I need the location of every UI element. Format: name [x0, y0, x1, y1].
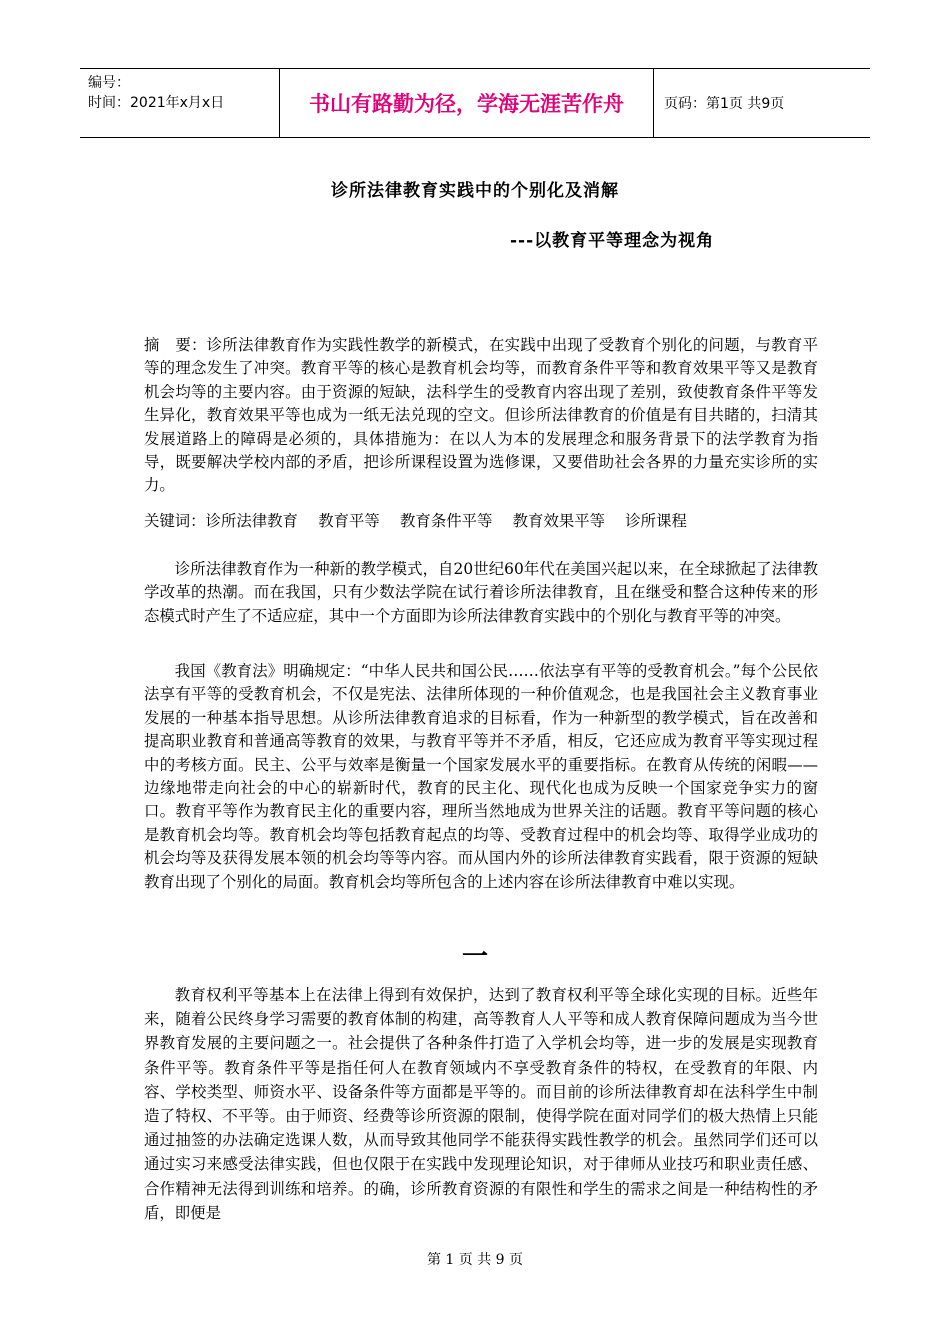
document-title: 诊所法律教育实践中的个别化及消解 — [331, 181, 619, 201]
document-date: 时间：2021年x月x日 — [88, 95, 225, 111]
header-motto: 书山有路勤为径，学海无涯苦作舟 — [280, 69, 654, 137]
body-paragraph-3: 教育权利平等基本上在法律上得到有效保护，达到了教育权利平等全球化实现的目标。近些年来，随着公民终身学习需要的教育体制的构建，高等教育人人平等和成人教育保障问题成为当今世界教育发展的主要问题之一。社会提供了各种条件打造了入学机会均等，进一步的发展是实现教育条件平等。教育条件平等是指任何人在教育领域内不享受教育条件的特权，在受教育的年限、内容、学校类型、师资水平、设备条件等方面都是平等的。而目前的诊所法律教育却在法科学生中制造了特权、不平等。由于师资、经费等诊所资源的限制，使得学院在面对同学们的极大热情上只能通过抽签的办法确定选课人数，从而导致其他同学不能获得实践性教学的机会。虽然同学们还可以通过实习来感受法律实践，但也仅限于在实践中发现理论知识，对于律师从业技巧和职业责任感、合作精神无法得到训练和培养。的确，诊所教育资源的有限性和学生的需求之间是一种结构性的矛盾，即便是 — [144, 986, 818, 1222]
header-meta-cell — [80, 69, 280, 137]
body-paragraph-1: 诊所法律教育作为一种新的教学模式，自20世纪60年代在美国兴起以来，在全球掀起了法律教学改革的热潮。而在我国，只有少数法学院在试行着诊所法律教育，且在继受和整合这种传来的形态模式时产生了不适应症，其中一个方面即为诊所法律教育实践中的个别化与教育平等的冲突。 — [144, 560, 818, 625]
page-footer: 第 1 页 共 9 页 — [426, 1252, 524, 1268]
header-page-code: 页码：第1页 共9页 — [664, 96, 785, 112]
document-number-label: 编号： — [88, 75, 130, 91]
document-subtitle: ---以教育平等理念为视角 — [510, 231, 715, 251]
body-paragraph-2: 我国《教育法》明确规定：“中华人民共和国公民……依法享有平等的受教育机会。”每个公民依法享有平等的受教育机会，不仅是宪法、法律所体现的一种价值观念，也是我国社会主义教育事业发展的一种基本指导思想。从诊所法律教育追求的目标看，作为一种新型的教学模式，旨在改善和提高职业教育和普通高等教育的效果，与教育平等并不矛盾，相反，它还应成为教育平等实现过程中的考核方面。民主、公平与效率是衡量一个国家发展水平的重要指标。在教育从传统的闲暇——边缘地带走向社会的中心的崭新时代，教育的民主化、现代化也成为反映一个国家竞争实力的窗口。教育平等作为教育民主化的重要内容，理所当然地成为世界关注的话题。教育平等问题的核心是教育机会均等。教育机会均等包括教育起点的均等、受教育过程中的机会均等、取得学业成功的机会均等及获得发展本领的机会均等等内容。而从国内外的诊所法律教育实践看，限于资源的短缺教育出现了个别化的局面。教育机会均等所包含的上述内容在诊所法律教育中难以实现。 — [144, 662, 818, 891]
abstract-paragraph: 摘 要：诊所法律教育作为实践性教学的新模式，在实践中出现了受教育个别化的问题，与教育平等的理念发生了冲突。教育平等的核心是教育机会均等，而教育条件平等和教育效果平等又是教育机会均等的主要内容。由于资源的短缺，法科学生的受教育内容出现了差别，致使教育条件平等发生异化，教育效果平等也成为一纸无法兑现的空文。但诊所法律教育的价值是有目共睹的，扫清其发展道路上的障碍是必须的，具体措施为：在以人为本的发展理念和服务背景下的法学教育为指导，既要解决学校内部的矛盾，把诊所课程设置为选修课，又要借助社会各界的力量充实诊所的实力。 — [144, 336, 818, 495]
page-header — [80, 68, 870, 138]
section-heading-one: 一 — [461, 942, 488, 972]
keywords-line: 关键词：诊所法律教育 教育平等 教育条件平等 教育效果平等 诊所课程 — [144, 512, 687, 530]
